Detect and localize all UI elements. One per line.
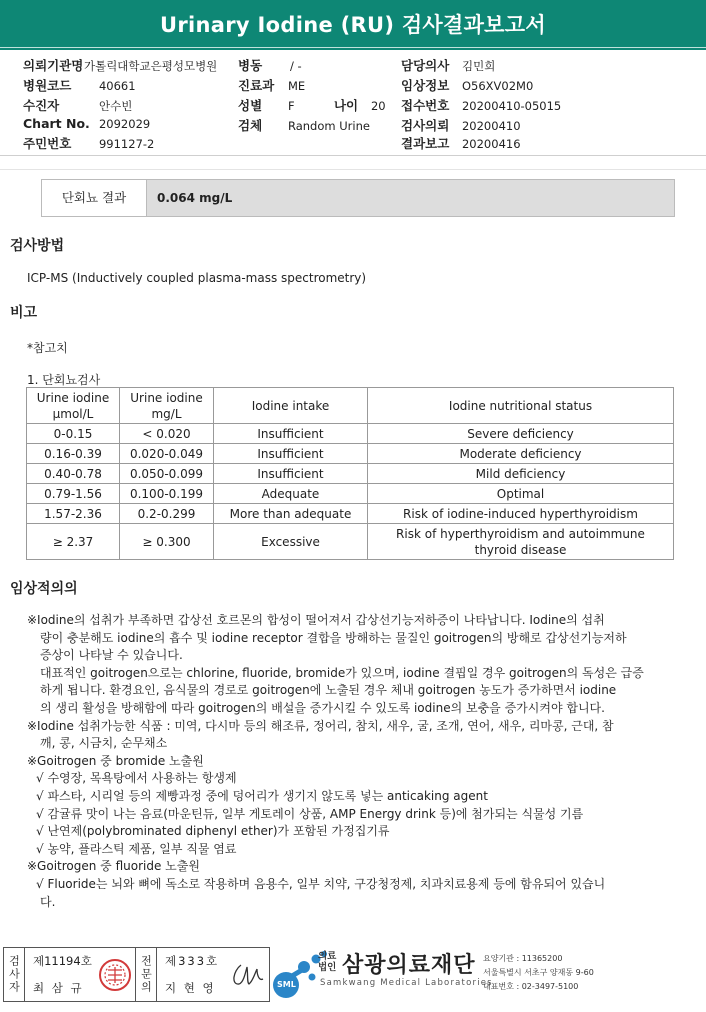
- phone: 대표번호 : 02-3497-5100: [483, 982, 579, 991]
- col-header-mgl: Urine iodine mg/L: [120, 388, 214, 424]
- chart-value: 2092029: [98, 117, 151, 131]
- table-cell: Risk of iodine-induced hyperthyroidism: [368, 504, 674, 524]
- clinical-line: 다.: [40, 894, 56, 909]
- table-row: [27, 424, 674, 444]
- table-title: 1. 단회뇨검사: [27, 373, 101, 387]
- doctor-row: [401, 56, 495, 74]
- table-cell: 0.100-0.199: [120, 484, 214, 504]
- id-value: 991127-2: [98, 137, 155, 151]
- institution-value: 가톨릭대학교은평성모병원: [83, 59, 218, 73]
- table-cell: Severe deficiency: [368, 424, 674, 444]
- contact-info: [483, 952, 594, 994]
- table-row: [27, 484, 674, 504]
- clinical-line: √ 감귤류 맛이 나는 음료(마운틴듀, 일부 게토레이 상품, AMP Energy drink 등)에 첨가되는 식물성 기름: [36, 806, 584, 821]
- dept-label: 진료과: [238, 78, 275, 93]
- institution-row: [23, 56, 217, 74]
- remarks-heading: 비고: [10, 305, 38, 321]
- specimen-value: Random Urine: [287, 119, 370, 133]
- col-header-status: Iodine nutritional status: [368, 388, 674, 424]
- table-cell: < 0.020: [120, 424, 214, 444]
- clinical-line: √ 농약, 플라스틱 제품, 일부 직물 염료: [36, 841, 237, 856]
- request-value: 20200410: [461, 119, 521, 133]
- table-row: [27, 504, 674, 524]
- accession-label: 접수번호: [401, 98, 450, 113]
- specialist-license: 제333호: [165, 954, 220, 969]
- agency-code: 요양기관 : 11365200: [483, 954, 563, 963]
- signature-box: [3, 947, 270, 1002]
- org-name-ko: 삼광의료재단: [342, 953, 476, 978]
- hospital-code-value: 40661: [98, 79, 136, 93]
- examiner-info: [25, 948, 95, 1001]
- patient-label: 수진자: [23, 98, 60, 113]
- table-cell: Moderate deficiency: [368, 444, 674, 464]
- clinical-notes: [27, 612, 677, 911]
- table-header-row: [27, 388, 674, 424]
- table-cell-status: Risk of hyperthyroidism and autoimmune thyroid disease: [368, 524, 674, 560]
- dept-value: ME: [287, 79, 306, 93]
- handwritten-signature-icon: [227, 957, 267, 993]
- sex-value: F: [287, 99, 295, 113]
- clinical-line: 증상이 나타날 수 있습니다.: [40, 648, 183, 663]
- red-seal-icon: [98, 958, 132, 992]
- result-label: 단회뇨 결과: [42, 180, 147, 216]
- dept-row: [238, 76, 305, 94]
- org-name-en: Samkwang Medical Laboratories: [320, 978, 493, 988]
- method-text: ICP-MS (Inductively coupled plasma-mass spectrometry): [27, 271, 367, 285]
- clinical-line: ※Goitrogen 중 fluoride 노출원: [27, 859, 200, 874]
- hospital-code-label: 병원코드: [23, 78, 72, 93]
- hospital-code-row: [23, 76, 136, 94]
- clinical-heading: 임상적의의: [10, 581, 78, 597]
- table-cell: Mild deficiency: [368, 464, 674, 484]
- result-box: [41, 179, 675, 217]
- age-label: 나이: [333, 98, 359, 113]
- doctor-value: 김민희: [461, 59, 496, 73]
- clinical-info-value: O56XV02M0: [461, 79, 534, 93]
- clinical-line: ※Iodine의 섭취가 부족하면 갑상선 호르몬의 합성이 떨어져서 갑상선기능저하증이 나타납니다. Iodine의 섭취: [27, 613, 605, 627]
- header-divider-2: [0, 169, 706, 170]
- clinical-line: 깨, 콩, 시금치, 순무채소: [40, 736, 168, 751]
- institution-label: 의뢰기관명: [23, 58, 84, 73]
- table-cell: 0.16-0.39: [27, 444, 120, 464]
- clinical-info-label: 임상정보: [401, 78, 450, 93]
- specimen-row: [238, 116, 370, 134]
- doctor-label: 담당의사: [401, 58, 450, 73]
- patient-row: [23, 96, 132, 114]
- report-date-label: 결과보고: [401, 136, 450, 151]
- table-cell: Excessive: [214, 524, 368, 560]
- table-cell: Insufficient: [214, 444, 368, 464]
- clinical-line: 대표적인 goitrogen으로는 chlorine, fluoride, bromide가 있으며, iodine 결핍일 경우 goitrogen의 독성은 급증: [40, 665, 644, 680]
- age-value: 20: [370, 99, 386, 113]
- table-cell: 0.2-0.299: [120, 504, 214, 524]
- id-row: [23, 134, 154, 152]
- address: 서울특별시 서초구 양재동 9-60: [483, 968, 594, 977]
- report-date-row: [401, 134, 521, 152]
- table-cell: 0.050-0.099: [120, 464, 214, 484]
- ward-row: [238, 56, 302, 74]
- method-heading: 검사방법: [10, 238, 65, 254]
- ward-label: 병동: [238, 58, 263, 73]
- table-cell: 0.020-0.049: [120, 444, 214, 464]
- accession-value: 20200410-05015: [461, 99, 562, 113]
- chart-row: [23, 116, 150, 131]
- request-label: 검사의뢰: [401, 118, 450, 133]
- table-cell: 0-0.15: [27, 424, 120, 444]
- specimen-label: 검체: [238, 118, 263, 133]
- table-row: [27, 444, 674, 464]
- clinical-line: √ 수영장, 목욕탕에서 사용하는 항생제: [36, 771, 237, 786]
- col-header-umol: Urine iodine μmol/L: [27, 388, 120, 424]
- header-divider: [0, 155, 706, 156]
- table-cell: Adequate: [214, 484, 368, 504]
- table-row: [27, 464, 674, 484]
- title-underline: [0, 47, 706, 48]
- accession-row: [401, 96, 561, 114]
- lab-branding: [272, 946, 702, 1001]
- examiner-license: 제11194호: [33, 954, 92, 969]
- report-date-value: 20200416: [461, 137, 521, 151]
- patient-value: 안수빈: [98, 99, 133, 113]
- clinical-line: √ 난연제(polybrominated diphenyl ether)가 포함된 가정집기류: [36, 824, 390, 839]
- ward-value: / -: [289, 59, 302, 73]
- sex-label: 성별: [238, 98, 263, 113]
- specialist-signature: [225, 948, 269, 1001]
- report-title: [0, 0, 706, 50]
- examiner-name: 최 삼 규: [33, 980, 84, 995]
- examiner-label: 검사자: [4, 948, 25, 1001]
- id-label: 주민번호: [23, 136, 72, 151]
- specialist-name: 지 현 영: [165, 980, 216, 995]
- clinical-line: 하게 됩니다. 환경요인, 음식물의 경로로 goitrogen에 노출된 경우 체내 goitrogen 농도가 증가하면서 iodine: [40, 683, 617, 698]
- sex-row: [238, 96, 386, 114]
- clinical-line: √ Fluoride는 뇌와 뼈에 독소로 작용하며 음용수, 일부 치약, 구강청정제, 치과치료용제 등에 함유되어 있습니: [36, 876, 606, 891]
- specialist-info: [157, 948, 225, 1001]
- specialist-label: 전문의: [136, 948, 157, 1001]
- table-cell: Optimal: [368, 484, 674, 504]
- table-cell: Insufficient: [214, 464, 368, 484]
- clinical-line: ※Goitrogen 중 bromide 노출원: [27, 753, 204, 768]
- table-row: [27, 524, 674, 560]
- table-cell: ≥ 2.37: [27, 524, 120, 560]
- table-cell: More than adequate: [214, 504, 368, 524]
- table-cell: 1.57-2.36: [27, 504, 120, 524]
- clinical-info-row: [401, 76, 533, 94]
- examiner-seal: [95, 948, 136, 1001]
- clinical-line: ※Iodine 섭취가능한 식품 : 미역, 다시마 등의 해조류, 정어리, 참치, 새우, 굴, 조개, 연어, 새우, 리마콩, 근대, 참: [27, 718, 614, 733]
- clinical-line: √ 파스타, 시리얼 등의 제빵과정 중에 덩어리가 생기지 않도록 넣는 anticaking agent: [36, 788, 488, 803]
- logo-text: SML: [277, 980, 296, 989]
- reference-table: [26, 387, 674, 560]
- table-cell: ≥ 0.300: [120, 524, 214, 560]
- table-cell: 0.40-0.78: [27, 464, 120, 484]
- table-cell: Insufficient: [214, 424, 368, 444]
- clinical-line: 의 생리 활성을 방해함에 따라 goitrogen의 배설을 증가시킬 수 있도록 iodine의 보충을 증가시켜야 합니다.: [40, 700, 605, 715]
- report-title-text: Urinary Iodine (RU) 검사결과보고서: [160, 13, 546, 37]
- org-type: 의료 법인: [318, 951, 337, 973]
- reference-note: *참고치: [27, 341, 68, 355]
- table-cell: 0.79-1.56: [27, 484, 120, 504]
- chart-label: Chart No.: [23, 116, 90, 131]
- clinical-line: 량이 충분해도 iodine의 흡수 및 iodine receptor 결합을 방해하는 물질인 goitrogen의 방해로 갑상선기능저하: [40, 630, 627, 645]
- request-row: [401, 116, 521, 134]
- col-header-intake: Iodine intake: [214, 388, 368, 424]
- result-value: 0.064 mg/L: [147, 180, 674, 216]
